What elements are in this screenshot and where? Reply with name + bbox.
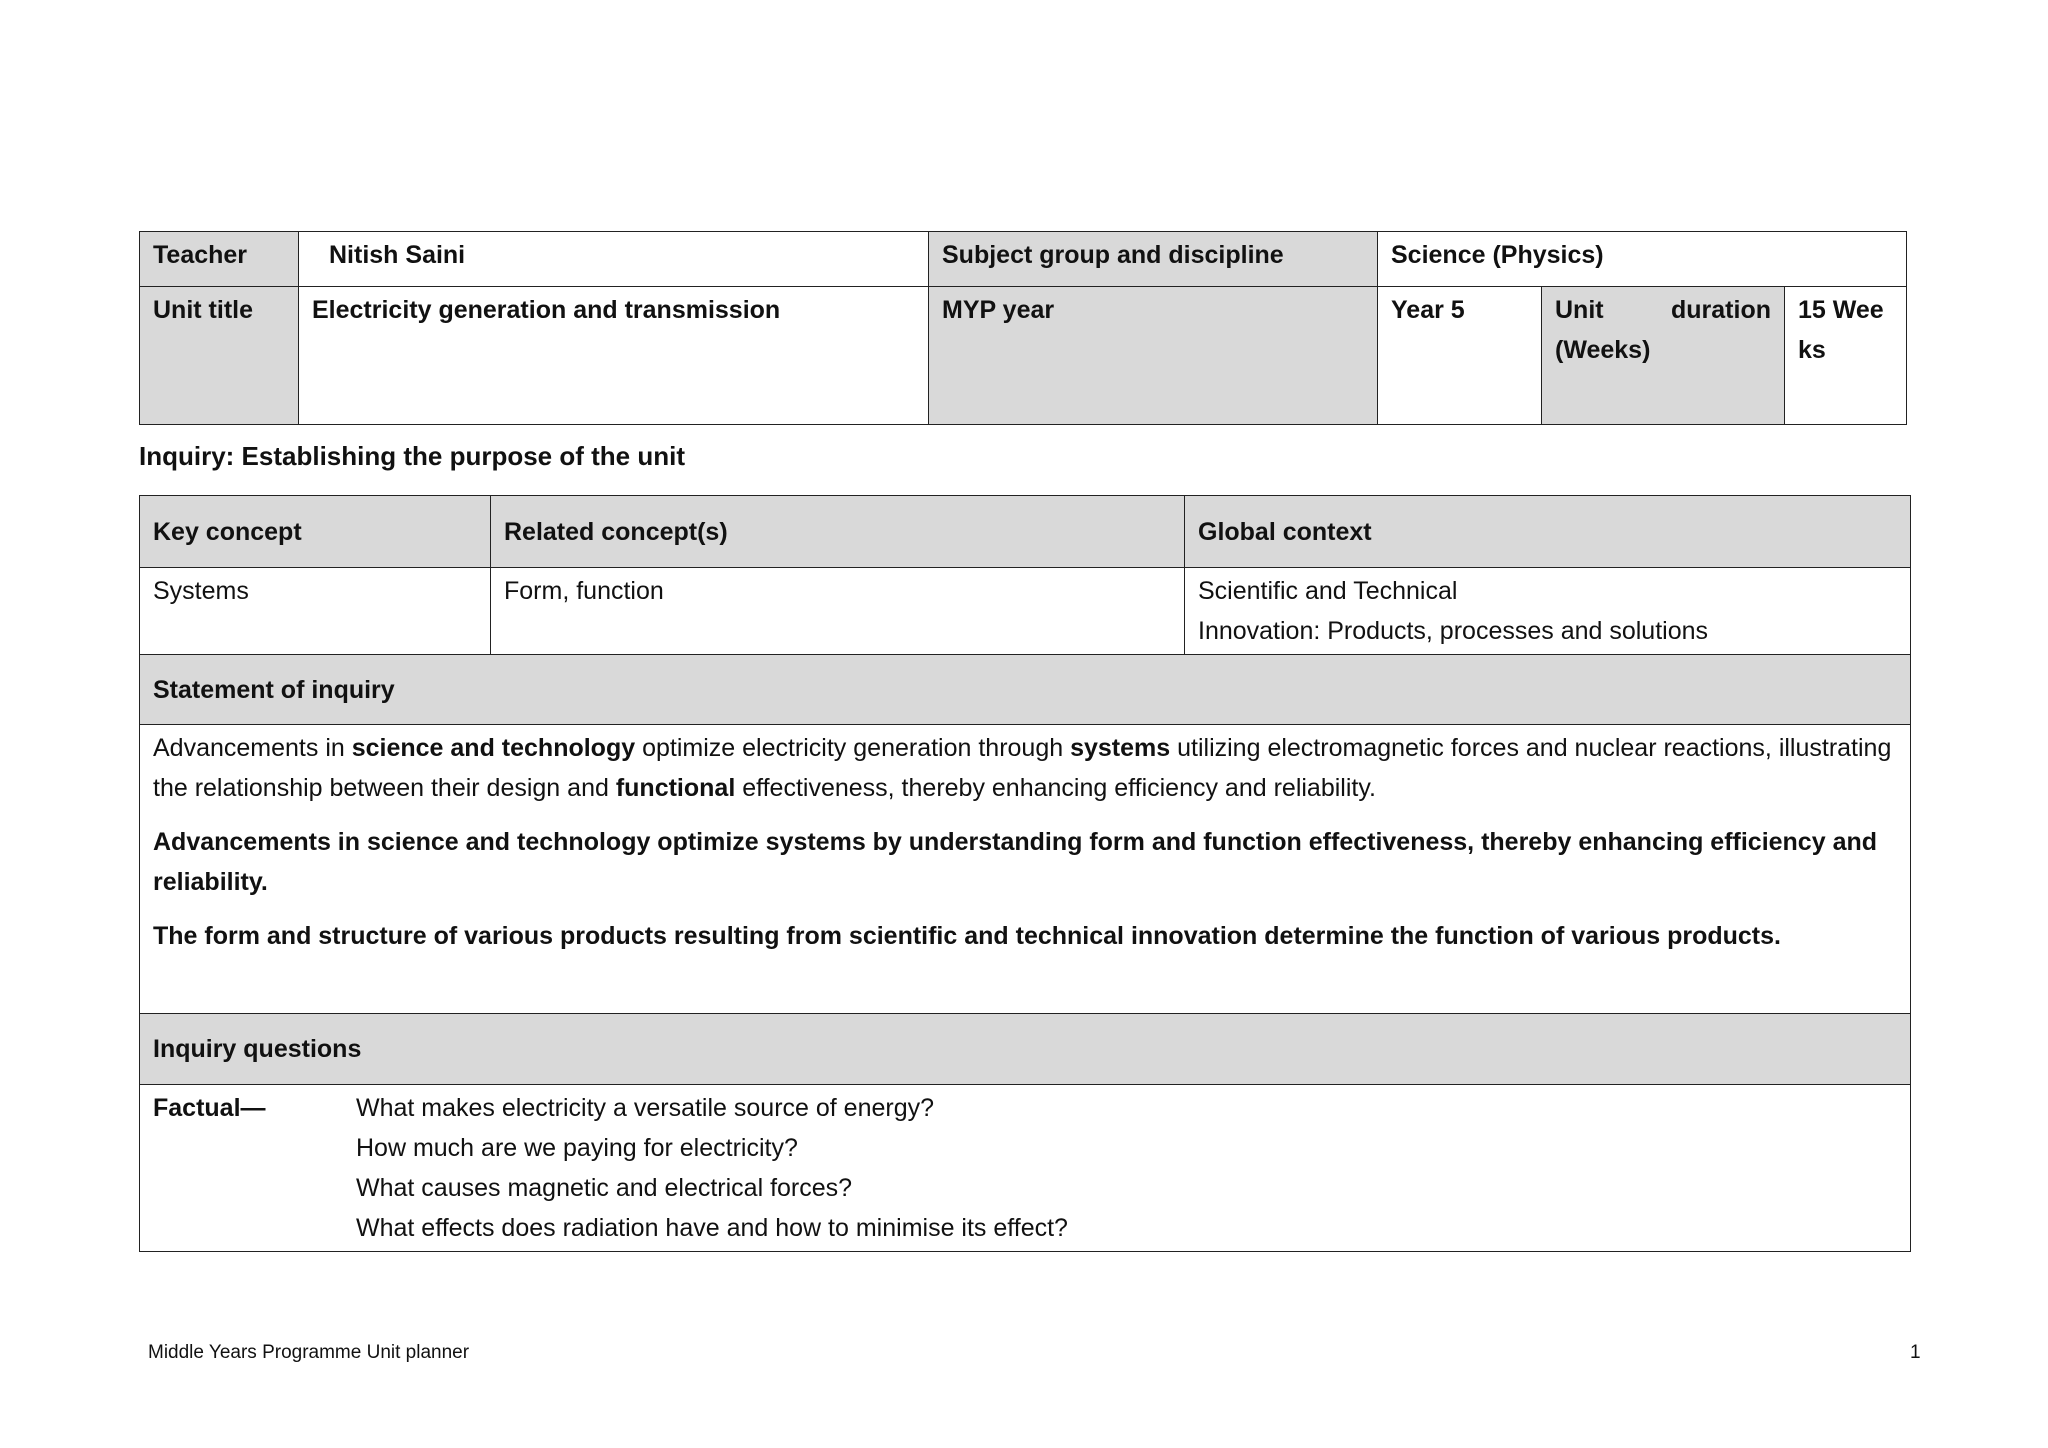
factual-questions: [140, 1085, 1911, 1252]
teacher-label: Teacher: [140, 232, 299, 287]
key-concept-value: Systems: [140, 568, 491, 655]
footer-title: Middle Years Programme Unit planner: [148, 1342, 470, 1363]
factual-question: How much are we paying for electricity?: [356, 1134, 798, 1162]
statement-paragraph: The form and structure of various products resulting from scientific and technical innovation determine the function of various products.: [153, 922, 1781, 950]
inquiry-questions-label: Inquiry questions: [140, 1014, 1911, 1085]
global-context-value: [1185, 568, 1911, 655]
myp-year-label: MYP year: [929, 287, 1378, 425]
global-context-line: Scientific and Technical: [1198, 577, 1458, 605]
global-context-line: Innovation: Products, processes and solutions: [1198, 617, 1709, 645]
page-number: 1: [1910, 1342, 1921, 1363]
factual-question: What causes magnetic and electrical forces?: [356, 1174, 853, 1202]
myp-year-value: Year 5: [1378, 287, 1542, 425]
duration-label: Unit duration (Weeks): [1542, 287, 1785, 425]
unit-info-table: [139, 231, 1907, 425]
subject-label: Subject group and discipline: [929, 232, 1378, 287]
factual-question: What effects does radiation have and how to minimise its effect?: [356, 1214, 1068, 1242]
statement-paragraph: Advancements in science and technology optimize electricity generation through systems utilizing electromagnetic forces and nuclear reactions, illustrating the relationship between their design and functional effectiveness, thereby enhancing efficiency and reliability.: [153, 734, 1892, 802]
factual-label: Factual—: [153, 1094, 266, 1122]
statement-of-inquiry: [140, 725, 1911, 1014]
teacher-value: Nitish Saini: [299, 232, 929, 287]
related-concepts-value: Form, function: [491, 568, 1185, 655]
related-concepts-label: Related concept(s): [491, 496, 1185, 568]
global-context-label: Global context: [1185, 496, 1911, 568]
factual-question: What makes electricity a versatile source of energy?: [356, 1094, 935, 1122]
statement-label: Statement of inquiry: [140, 655, 1911, 725]
duration-value: 15 Weeks: [1785, 287, 1907, 425]
inquiry-table: [139, 495, 1911, 1252]
inquiry-heading: Inquiry: Establishing the purpose of the unit: [139, 441, 685, 471]
unit-title-label: Unit title: [140, 287, 299, 425]
statement-paragraph: Advancements in science and technology optimize systems by understanding form and function effectiveness, thereby enhancing efficiency and reliability.: [153, 828, 1878, 896]
subject-value: Science (Physics): [1378, 232, 1907, 287]
unit-title-value: Electricity generation and transmission: [299, 287, 929, 425]
key-concept-label: Key concept: [140, 496, 491, 568]
